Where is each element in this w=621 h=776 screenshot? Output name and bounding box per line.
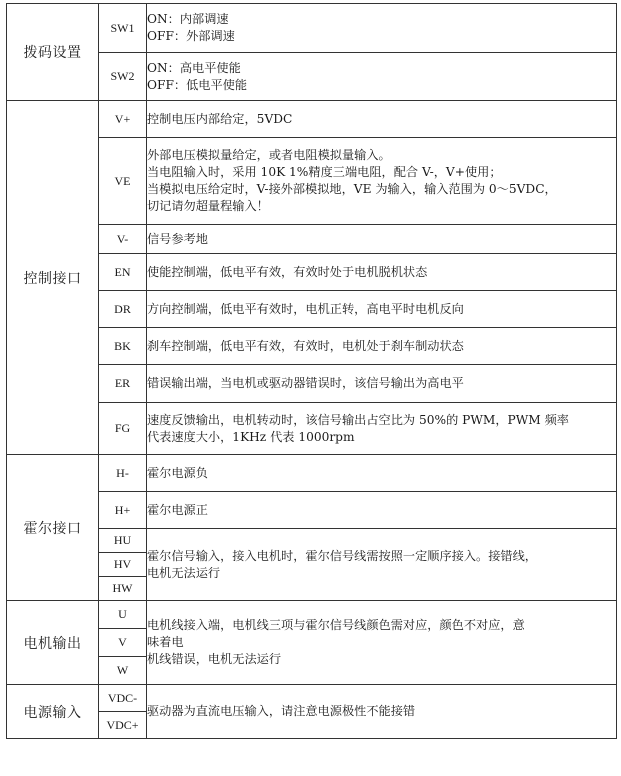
pin-label: BK xyxy=(99,328,147,365)
description-line: OFF：低电平使能 xyxy=(147,77,248,92)
pin-label: V+ xyxy=(99,101,147,138)
spec-table-container xyxy=(6,3,617,739)
description-line: 切记请勿超量程输入！ xyxy=(147,199,269,213)
pin-label: FG xyxy=(99,403,147,455)
description-line: 电机线接入端，电机线三项与霍尔信号线颜色需对应，颜色不对应，意 xyxy=(147,618,525,632)
description-line: 味着电 xyxy=(147,635,184,649)
description-line: 速度反馈输出，电机转动时，该信号输出占空比为 50%的 PWM，PWM 频率 xyxy=(147,412,569,427)
pin-label: EN xyxy=(99,254,147,291)
description-line: 驱动器为直流电压输入，请注意电源极性不能接错 xyxy=(147,704,416,718)
group-label-motor: 电机输出 xyxy=(7,601,99,685)
table-row xyxy=(7,291,617,328)
pin-label: H- xyxy=(99,455,147,492)
pin-description xyxy=(147,601,617,685)
description-line: ON：内部调速 xyxy=(147,12,229,26)
pin-description xyxy=(147,455,617,492)
table-row xyxy=(7,365,617,403)
pin-description xyxy=(147,254,617,291)
pin-label: ER xyxy=(99,365,147,403)
description-line: 霍尔电源负 xyxy=(147,465,208,480)
pin-description xyxy=(147,685,617,739)
table-row xyxy=(7,101,617,138)
description-line: ON：高电平使能 xyxy=(147,60,241,75)
description-line: 刹车控制端，低电平有效，有效时，电机处于刹车制动状态 xyxy=(147,338,464,353)
description-line: 使能控制端，低电平有效，有效时处于电机脱机状态 xyxy=(147,264,428,279)
pin-label: U xyxy=(99,601,147,629)
description-line: 信号参考地 xyxy=(147,231,208,246)
table-row xyxy=(7,53,617,101)
pin-description xyxy=(147,492,617,529)
group-label-control: 控制接口 xyxy=(7,101,99,455)
description-line: 错误输出端，当电机或驱动器错误时，该信号输出为高电平 xyxy=(147,376,464,390)
pin-label: VDC+ xyxy=(99,712,147,739)
table-row xyxy=(7,529,617,553)
pin-description xyxy=(147,328,617,365)
pin-description xyxy=(147,529,617,601)
description-line: 机线错误，电机无法运行 xyxy=(147,652,282,666)
table-row xyxy=(7,455,617,492)
pin-label: V xyxy=(99,629,147,657)
table-row xyxy=(7,225,617,254)
description-line: 霍尔信号输入，接入电机时，霍尔信号线需按照一定顺序接入。接错线， xyxy=(147,548,537,563)
pin-description xyxy=(147,53,617,101)
description-line: OFF：外部调速 xyxy=(147,29,235,43)
description-line: 控制电压内部给定，5VDC xyxy=(147,111,293,126)
group-label-dip: 拨码设置 xyxy=(7,4,99,101)
description-line: 当电阻输入时，采用 10K 1%精度三端电阻，配合 V-，V+使用； xyxy=(147,165,502,179)
table-row xyxy=(7,403,617,455)
pin-label: HW xyxy=(99,577,147,601)
pin-description xyxy=(147,403,617,455)
group-label-hall: 霍尔接口 xyxy=(7,455,99,601)
table-row xyxy=(7,492,617,529)
pin-description xyxy=(147,138,617,225)
pin-label: H+ xyxy=(99,492,147,529)
pin-label: HU xyxy=(99,529,147,553)
description-line: 电机无法运行 xyxy=(147,565,221,580)
pin-label: VE xyxy=(99,138,147,225)
pin-label: W xyxy=(99,657,147,685)
table-row xyxy=(7,601,617,629)
pin-label: VDC- xyxy=(99,685,147,712)
description-line: 外部电压模拟量给定，或者电阻模拟量输入。 xyxy=(147,148,391,162)
pin-description xyxy=(147,4,617,53)
pin-description xyxy=(147,101,617,138)
pin-description xyxy=(147,365,617,403)
table-row xyxy=(7,685,617,712)
table-row xyxy=(7,254,617,291)
pin-description xyxy=(147,225,617,254)
table-row xyxy=(7,4,617,53)
description-line: 当模拟电压给定时，V-接外部模拟地，VE 为输入，输入范围为 0～5VDC， xyxy=(147,182,557,196)
table-row xyxy=(7,138,617,225)
driver-spec-table xyxy=(6,3,617,739)
group-label-power: 电源输入 xyxy=(7,685,99,739)
table-row xyxy=(7,328,617,365)
pin-description xyxy=(147,291,617,328)
pin-label: HV xyxy=(99,553,147,577)
pin-label: DR xyxy=(99,291,147,328)
pin-label: SW1 xyxy=(99,4,147,53)
description-line: 代表速度大小，1KHz 代表 1000rpm xyxy=(147,429,355,444)
description-line: 方向控制端，低电平有效时，电机正转，高电平时电机反向 xyxy=(147,301,464,316)
pin-label: V- xyxy=(99,225,147,254)
description-line: 霍尔电源正 xyxy=(147,502,208,517)
pin-label: SW2 xyxy=(99,53,147,101)
